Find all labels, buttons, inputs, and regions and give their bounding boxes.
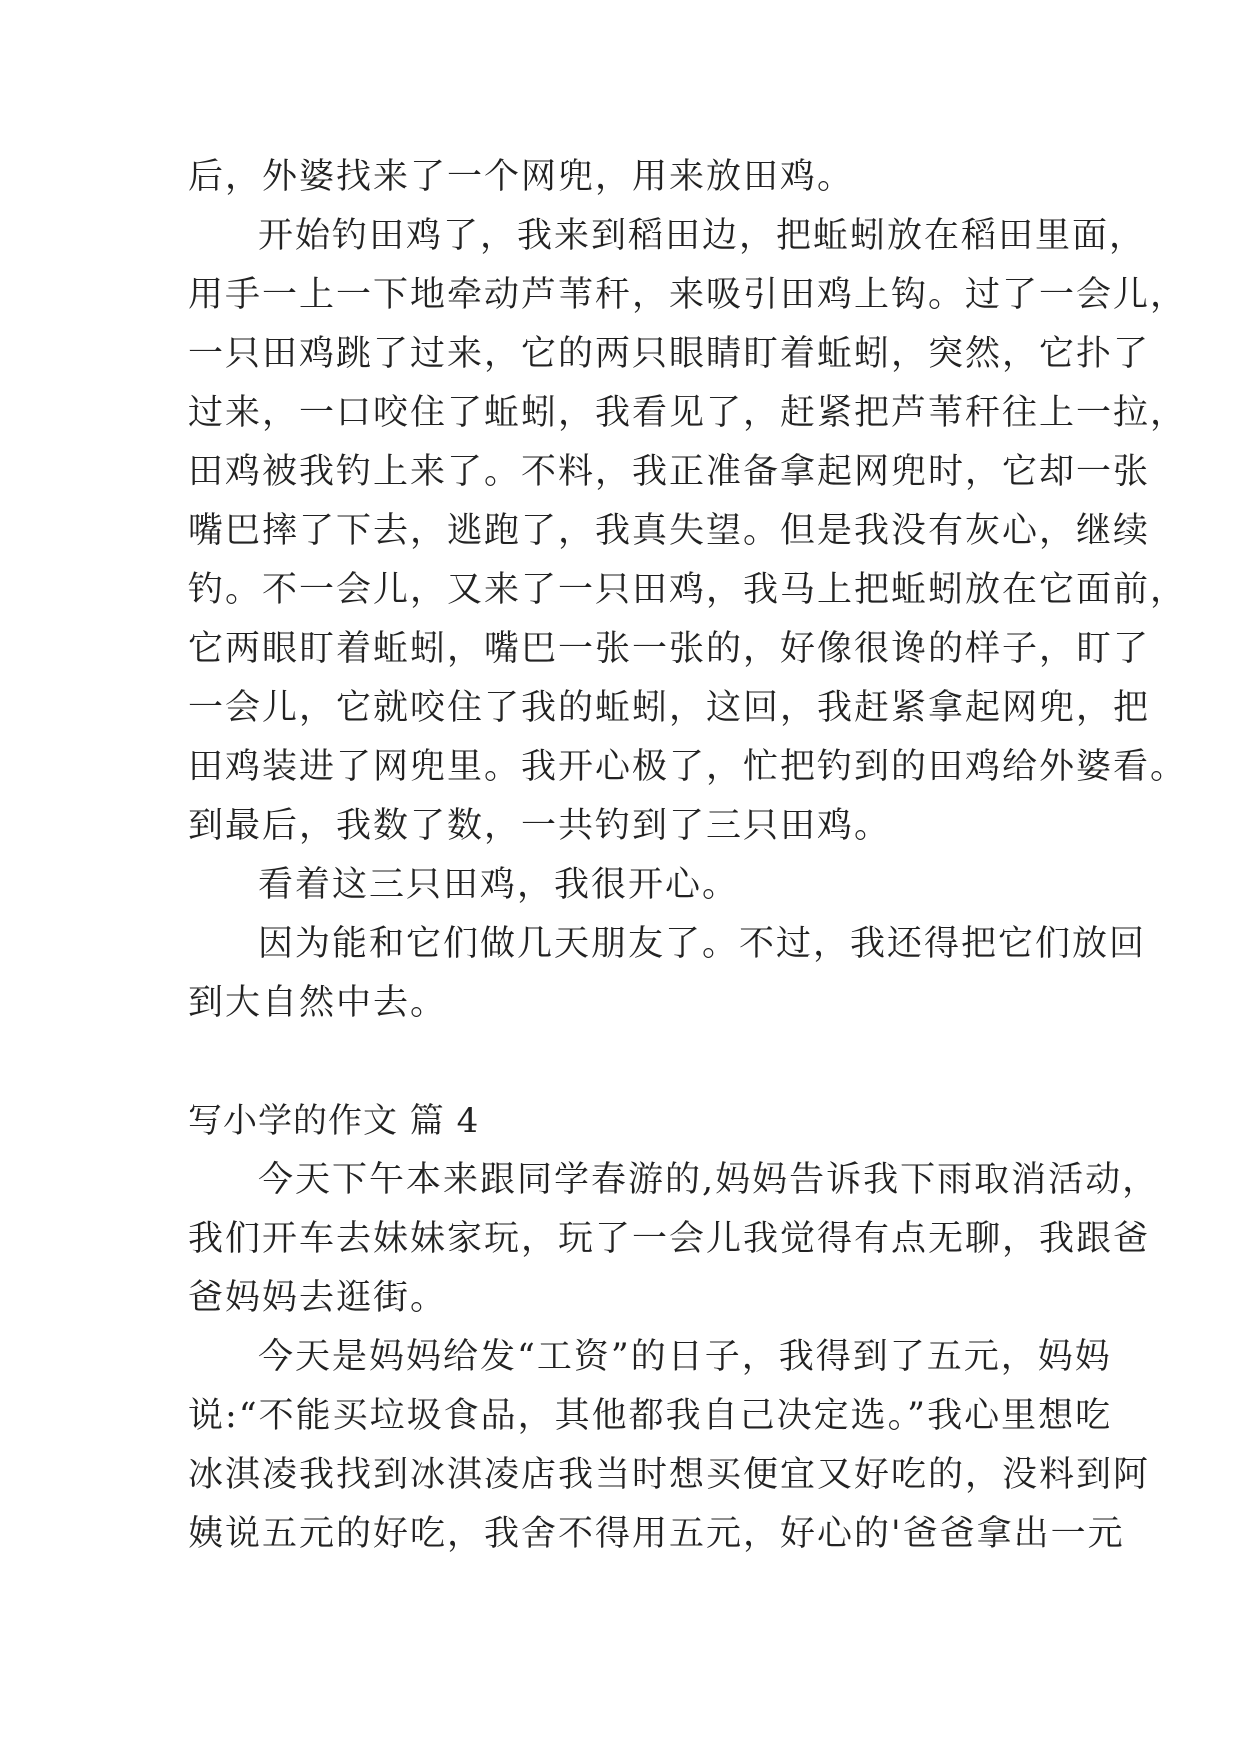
paragraph-start-line: 今天是妈妈给发“工资”的日子，我得到了五元，妈妈 xyxy=(258,1337,1112,1377)
text-line: 冰淇凌我找到冰淇凌店我当时想买便宜又好吃的，没料到阿 xyxy=(188,1455,1151,1495)
text-line: 到最后，我数了数，一共钓到了三只田鸡。 xyxy=(188,806,892,846)
text-line: 钓。不一会儿，又来了一只田鸡，我马上把蚯蚓放在它面前， xyxy=(188,570,1188,610)
text-line: 我们开车去妹妹家玩，玩了一会儿我觉得有点无聊，我跟爸 xyxy=(188,1219,1151,1259)
text-line: 嘴巴摔了下去，逃跑了，我真失望。但是我没有灰心，继续 xyxy=(188,511,1151,551)
paragraph-start-line: 看着这三只田鸡，我很开心。 xyxy=(258,865,740,905)
text-line: 田鸡被我钓上来了。不料，我正准备拿起网兜时，它却一张 xyxy=(188,452,1151,492)
paragraph-start-line: 因为能和它们做几天朋友了。不过，我还得把它们放回 xyxy=(258,924,1147,964)
text-line: 爸妈妈去逛街。 xyxy=(188,1278,448,1318)
text-line: 用手一上一下地牵动芦苇秆，来吸引田鸡上钩。过了一会儿， xyxy=(188,275,1188,315)
text-line: 它两眼盯着蚯蚓，嘴巴一张一张的，好像很谗的样子，盯了 xyxy=(188,629,1151,669)
section-spacer xyxy=(188,1033,1058,1092)
text-line: 过来，一口咬住了蚯蚓，我看见了，赶紧把芦苇秆往上一拉， xyxy=(188,393,1188,433)
document-page xyxy=(188,148,1188,1564)
text-line: 姨说五元的好吃，我舍不得用五元，好心的'爸爸拿出一元 xyxy=(188,1514,1125,1554)
text-line: 一会儿，它就咬住了我的蚯蚓，这回，我赶紧拿起网兜，把 xyxy=(188,688,1151,728)
paragraph-start-line: 开始钓田鸡了，我来到稻田边，把蚯蚓放在稻田里面， xyxy=(258,216,1147,256)
text-line: 后，外婆找来了一个网兜，用来放田鸡。 xyxy=(188,157,855,197)
paragraph-start-line: 今天下午本来跟同学春游的,妈妈告诉我下雨取消活动， xyxy=(258,1160,1160,1200)
text-line: 田鸡装进了网兜里。我开心极了，忙把钓到的田鸡给外婆看。 xyxy=(188,747,1188,787)
section-heading: 写小学的作文 篇 4 xyxy=(188,1101,480,1141)
text-line: 一只田鸡跳了过来，它的两只眼睛盯着蚯蚓，突然，它扑了 xyxy=(188,334,1151,374)
text-line: 到大自然中去。 xyxy=(188,983,448,1023)
text-line: 说:“不能买垃圾食品，其他都我自己决定选。”我心里想吃 xyxy=(188,1396,1113,1436)
